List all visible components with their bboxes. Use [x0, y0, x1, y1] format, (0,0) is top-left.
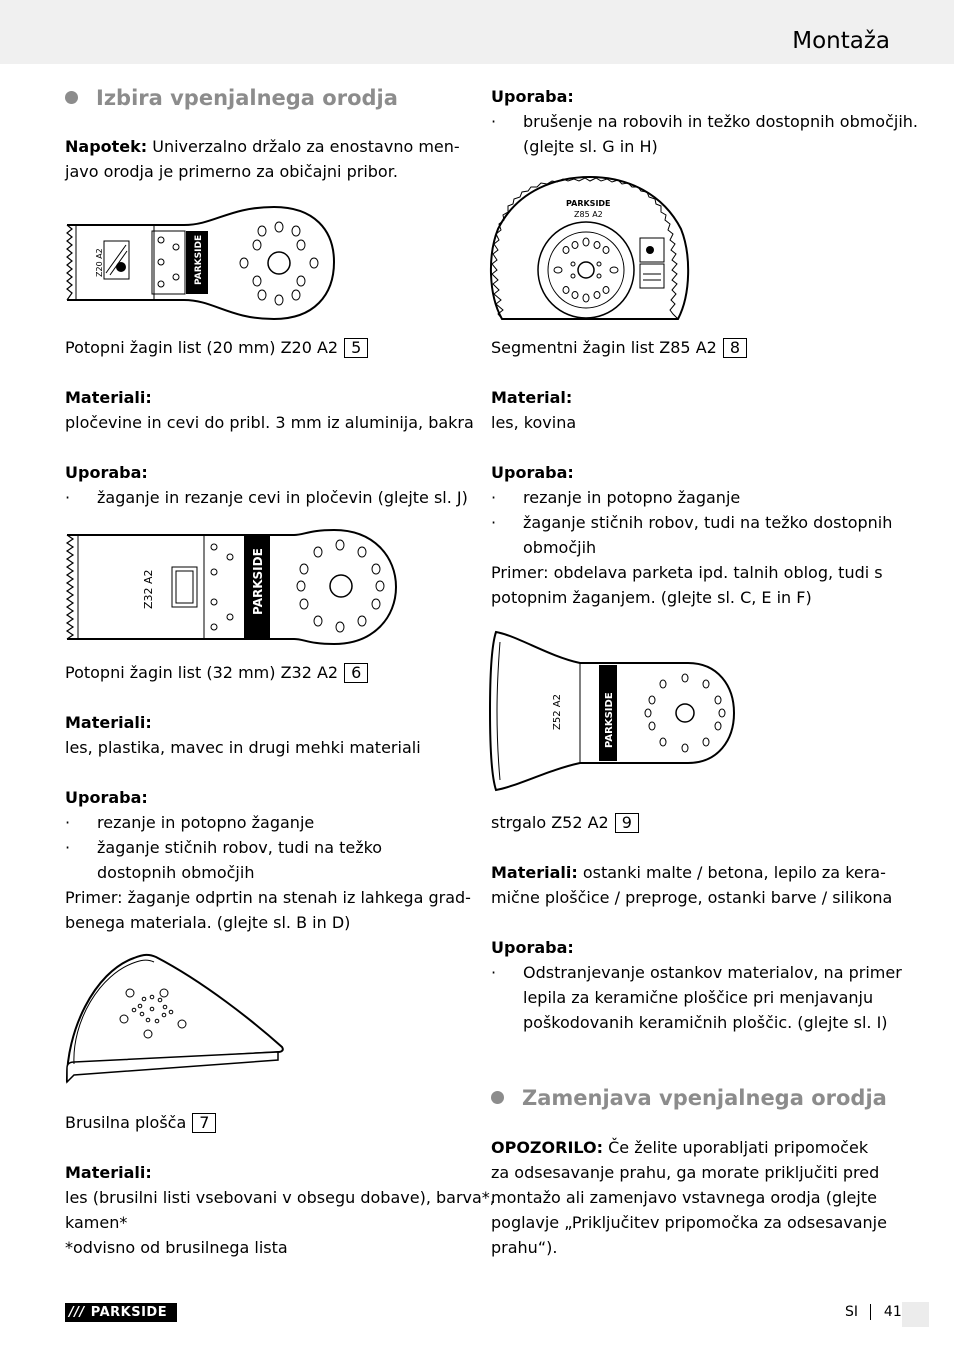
segment-blade-example-cont: potopnim žaganjem. (glejte sl. C, E in F) [491, 588, 812, 607]
figure-number-badge: 9 [615, 813, 639, 833]
bullet-dot-icon [65, 91, 78, 104]
page-header [0, 0, 954, 64]
parkside-logo: /// PARKSIDE [65, 1303, 177, 1322]
blade-z32-use-label: Uporaba: [65, 788, 148, 807]
scraper-materials-cont: mične ploščice / preproge, ostanki barve / silikona [491, 888, 893, 907]
scraper-caption: strgalo Z52 A2 9 [491, 813, 639, 833]
scraper-code: Z52 A2 [552, 694, 563, 730]
blade-z32-materials-label: Materiali: [65, 713, 152, 732]
figure-number-badge: 8 [723, 338, 747, 358]
segment-blade-caption: Segmentni žagin list Z85 A2 8 [491, 338, 747, 358]
warning-text: prahu“). [491, 1238, 558, 1257]
scraper-use-item-cont: poškodovanih keramičnih ploščic. (glejte sl. I) [523, 1013, 888, 1032]
blade-z32-use-item-cont: dostopnih območjih [97, 863, 255, 882]
note-paragraph [65, 137, 460, 156]
blade-z20-use-label: Uporaba: [65, 463, 148, 482]
segment-blade-z85-figure [488, 174, 693, 324]
sanding-plate-materials-label: Materiali: [65, 1163, 152, 1182]
segment-blade-material-label: Material: [491, 388, 573, 407]
blade-z20-caption: Potopni žagin list (20 mm) Z20 A2 5 [65, 338, 368, 358]
blade-z20-brand: PARKSIDE [194, 234, 204, 285]
scraper-use-item-cont: lepila za keramične ploščice pri menjavanju [523, 988, 874, 1007]
blade-z32-example-cont: benega materiala. (glejte sl. B in D) [65, 913, 351, 932]
segment-blade-use-label: Uporaba: [491, 463, 574, 482]
sanding-plate-materials-text: kamen* [65, 1213, 128, 1232]
blade-z20-materials-label: Materiali: [65, 388, 152, 407]
note-text: Univerzalno držalo za enostavno men- [147, 137, 460, 156]
footer-tab-marker [902, 1302, 929, 1327]
bullet-dot-icon [491, 1091, 504, 1104]
warning-label: OPOZORILO: [491, 1138, 604, 1157]
warning-text: za odsesavanje prahu, ga morate priključiti pred [491, 1163, 880, 1182]
blade-z20-code: Z20 A2 [95, 248, 104, 277]
footer-divider [870, 1304, 871, 1320]
sanding-plate-figure [64, 952, 286, 1087]
segment-blade-code: Z85 A2 [574, 210, 603, 219]
warning-text: montažo ali zamenjavo vstavnega orodja (glejte [491, 1188, 877, 1207]
segment-blade-material-text: les, kovina [491, 413, 577, 432]
blade-z32-example: Primer: žaganje odprtin na stenah iz lahkega grad- [65, 888, 471, 907]
scraper-z52-figure [488, 628, 738, 793]
note-label: Napotek: [65, 137, 148, 156]
blade-z32-materials-text: les, plastika, mavec in drugi mehki materiali [65, 738, 421, 757]
section-heading-tool-change: Zamenjava vpenjalnega orodja [491, 1086, 887, 1110]
figure-number-badge: 6 [344, 663, 368, 683]
sander-use-item-cont: (glejte sl. G in H) [523, 137, 658, 156]
segment-blade-example: Primer: obdelava parketa ipd. talnih oblog, tudi s [491, 563, 883, 582]
blade-z32-caption: Potopni žagin list (32 mm) Z32 A2 6 [65, 663, 368, 683]
note-text-line2: javo orodja je primerno za običajni pribor. [65, 162, 398, 181]
blade-z20-figure [64, 205, 339, 323]
blade-z32-figure [64, 527, 399, 647]
scraper-materials-label: Materiali: [491, 863, 578, 882]
page-title: Montaža [792, 28, 890, 54]
scraper-materials: Materiali: ostanki malte / betona, lepilo za kera- [491, 863, 886, 882]
sanding-plate-footnote: *odvisno od brusilnega lista [65, 1238, 288, 1257]
warning-text: poglavje „Priključitev pripomočka za odsesavanje [491, 1213, 887, 1232]
sanding-plate-caption: Brusilna plošča 7 [65, 1113, 216, 1133]
page-number: 41 [883, 1304, 902, 1320]
blade-z20-materials-text: pločevine in cevi do pribl. 3 mm iz aluminija, bakra [65, 413, 474, 432]
scraper-brand: PARKSIDE [604, 692, 615, 748]
logo-slashes-icon: /// [69, 1305, 85, 1320]
blade-z32-code: Z32 A2 [142, 569, 155, 609]
figure-number-badge: 5 [344, 338, 368, 358]
scraper-use-label: Uporaba: [491, 938, 574, 957]
sanding-plate-materials-text: les (brusilni listi vsebovani v obsegu dobave), barva*, [65, 1188, 495, 1207]
sander-use-label: Uporaba: [491, 87, 574, 106]
page-footer-info [845, 1304, 902, 1320]
blade-z32-brand: PARKSIDE [251, 548, 265, 615]
segment-blade-use-item-cont: območjih [523, 538, 597, 557]
segment-blade-brand: PARKSIDE [566, 199, 611, 208]
warning-paragraph: OPOZORILO: Če želite uporabljati pripomoček [491, 1138, 869, 1157]
figure-number-badge: 7 [192, 1113, 216, 1133]
section-heading-tool-selection: Izbira vpenjalnega orodja [65, 86, 398, 110]
language-code: SI [845, 1304, 859, 1320]
